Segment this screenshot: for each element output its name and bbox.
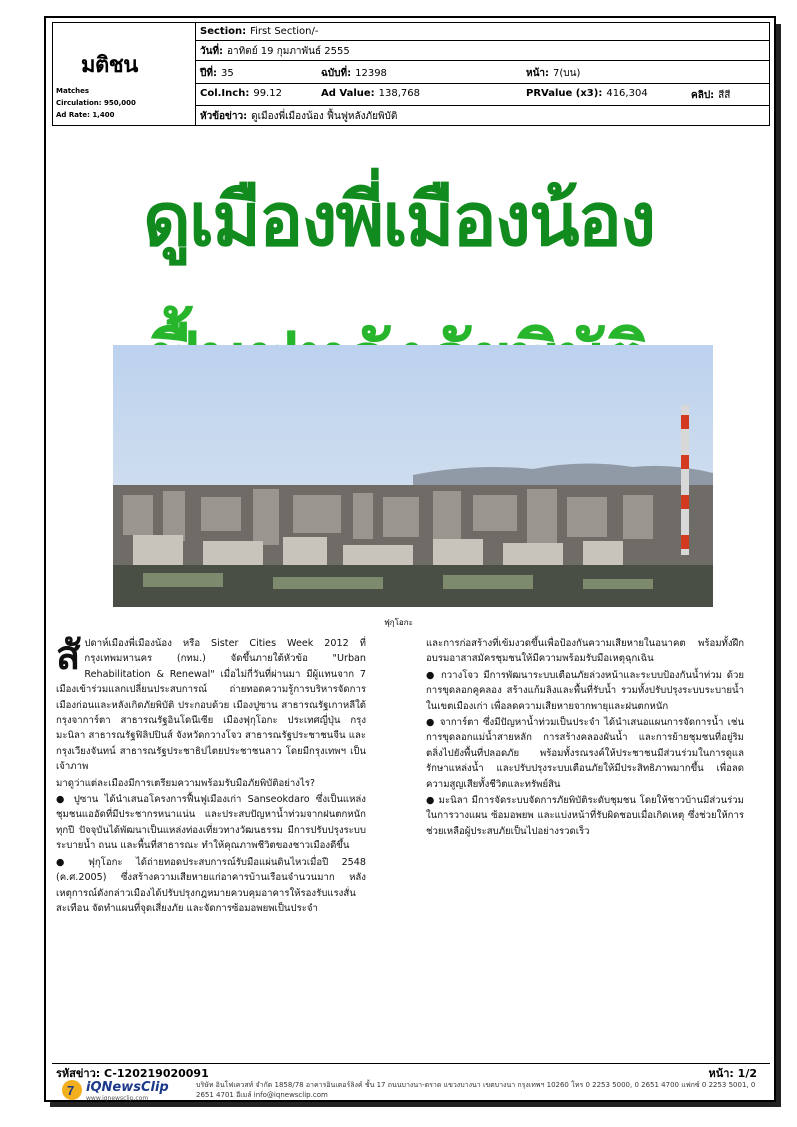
logo-wordmark: iQNewsClip: [86, 1080, 169, 1095]
publication-name: มติชน: [81, 53, 138, 78]
article-column-right: [426, 636, 744, 840]
clip-field: คลิป: สีสี: [691, 90, 731, 101]
article-paragraph: และการก่อสร้างที่เข้มงวดขึ้นเพื่อป้องกันความเสียหายในอนาคต พร้อมทั้งฝึกอบรมอาสาสมัครชุมชนให้มีความพร้อมรับมือเหตุฉุกเฉิน: [426, 638, 744, 665]
article-paragraph: ● จาการ์ตา ซึ่งมีปัญหาน้ำท่วมเป็นประจำ ได้นำเสนอแผนการจัดการน้ำ เช่น การขุดลอกแม่น้ำสายหลัก การสร้างคลองผันน้ำ และการย้ายชุมชนที่อยู่ริมตลิ่งไปยังพื้นที่ปลอดภัย พร้อมทั้งรณรงค์ให้ประชาชนมีส่วนร่วมในการดูแลรักษาแหล่งน้ำ และปรับปรุงระบบเตือนภัยให้มีประสิทธิภาพมากขึ้น เพื่อลดความสูญเสียทั้งชีวิตและทรัพย์สิน: [426, 717, 744, 790]
headline-field: หัวข้อข่าว: ดูเมืองพี่เมืองน้อง ฟื้นฟูหลังภัยพิบัติ: [200, 111, 398, 122]
matches-label: Matches: [56, 87, 90, 95]
logo-url: www.iqnewsclip.com: [86, 1095, 149, 1102]
headline-line-1: ดูเมืองพี่เมืองน้อง: [142, 177, 655, 263]
article-paragraph: มาดูว่าแต่ละเมืองมีการเตรียมความพร้อมรับมือภัยพิบัติอย่างไร?: [56, 777, 316, 789]
publication-box: [53, 23, 196, 125]
page-shadow-bottom: [50, 1102, 781, 1107]
article-paragraph: ● ปูซาน ได้นำเสนอโครงการฟื้นฟูเมืองเก่า Sanseokdaro ซึ่งเป็นแหล่งชุมชนแออัดที่มีประชากรหนาแน่น และประสบปัญหาน้ำท่วมจากฝนตกหนักทุกปี ปัจจุบันได้พัฒนาเป็นแหล่งท่องเที่ยวทางวัฒนธรรม มีการปรับปรุงระบบระบายน้ำ ถนน และพื้นที่สาธารณะ ทำให้คุณภาพชีวิตของชาวเมืองดีขึ้น: [56, 794, 366, 852]
city-photo: [113, 345, 713, 607]
page-field: หน้า: 7(บน): [526, 68, 581, 79]
photo-caption: ฟุกุโอกะ: [384, 618, 413, 627]
advalue-field: Ad Value: 138,768: [321, 88, 421, 99]
year-field: ปีที่: 35: [200, 68, 234, 79]
meta-row-headline: [196, 105, 769, 125]
section-field: Section: First Section/-: [200, 26, 319, 37]
article-paragraph: ● กวางโจว มีการพัฒนาระบบเตือนภัยล่วงหน้าและระบบป้องกันน้ำท่วม ด้วยการขุดลอกคูคลอง สร้างแก้มลิงและพื้นที่รับน้ำ รวมทั้งปรับปรุงระบบระบายน้ำในเขตเมืองเก่า เพื่อลดความเสียหายจากพายุและฝนตกหนัก: [426, 669, 744, 712]
metadata-grid: [196, 23, 769, 125]
article-paragraph: สัปดาห์เมืองพี่เมืองน้อง หรือ Sister Cities Week 2012 ที่กรุงเทพมหานคร (กทม.) จัดขึ้นภายใต้หัวข้อ "Urban Rehabilitation & Renewal" เมื่อไม่กี่วันที่ผ่านมา มีผู้แทนจาก 7 เมืองเข้าร่วมแลกเปลี่ยนประสบการณ์ ถ่ายทอดความรู้การบริหารจัดการเมืองก่อนและหลังเกิดภัยพิบัติ ประกอบด้วย เมืองปูซาน สาธารณรัฐเกาหลีใต้ กรุงจาการ์ตา สาธารณรัฐอินโดนีเซีย เมืองฟุกุโอกะ ประเทศญี่ปุ่น กรุงมะนิลา สาธารณรัฐฟิลิปปินส์ จังหวัดกวางโจว สาธารณรัฐประชาชนจีน และกรุงเวียงจันทน์ สาธารณรัฐประชาธิปไตยประชาชนลาว โดยมีกรุงเทพฯ เป็นเจ้าภาพ: [56, 633, 366, 773]
article-column-left: [56, 633, 366, 917]
prvalue-field: PRValue (x3): 416,304: [526, 88, 648, 99]
circulation: Circulation: 950,000: [56, 99, 136, 107]
company-address: บริษัท อินโฟเควสท์ จำกัด 1858/78 อาคารอินเตอร์ลิงค์ ชั้น 17 ถนนบางนา-ตราด แขวงบางนา เขตบางนา กรุงเทพฯ 10260 โทร 0 2253 5000, 0 2651 4700 แฟกซ์ 0 2253 5001, 0 2651 4701 อีเมล์ info@iqnewsclip.com: [196, 1081, 756, 1099]
meta-row-issue: [196, 60, 769, 84]
ad-rate: Ad Rate: 1,400: [56, 111, 115, 119]
meta-row-date: [196, 40, 769, 61]
article-paragraph: ● ฟุกุโอกะ ได้ถ่ายทอดประสบการณ์รับมือแผ่นดินไหวเมื่อปี 2548 (ค.ศ.2005) ซึ่งสร้างความเสียหายแก่อาคารบ้านเรือนจำนวนมาก หลังเหตุการณ์ดังกล่าวเมืองได้ปรับปรุงกฎหมายควบคุมอาคารให้รองรับแรงสั่นสะเทือน จัดทำแผนที่จุดเสี่ยงภัย และจัดการซ้อมอพยพเป็นประจำ: [56, 856, 366, 914]
colinch-field: Col.Inch: 99.12: [200, 88, 282, 99]
meta-row-values: [196, 83, 769, 106]
article-paragraph: ● มะนิลา มีการจัดระบบจัดการภัยพิบัติระดับชุมชน โดยให้ชาวบ้านมีส่วนร่วมในการวางแผน ซ้อมอพยพ และแบ่งหน้าที่รับผิดชอบเมื่อเกิดเหตุ ซึ่งช่วยให้การช่วยเหลือผู้ประสบภัยเป็นไปอย่างรวดเร็ว: [426, 795, 744, 837]
page-number: หน้า: 1/2: [708, 1067, 757, 1080]
issue-field: ฉบับที่: 12398: [321, 68, 387, 79]
meta-row-section: [196, 23, 769, 41]
clip-header: [52, 22, 770, 126]
news-code: รหัสข่าว: C-120219020091: [56, 1067, 209, 1080]
drop-cap: สั: [56, 633, 81, 679]
svg-text:7: 7: [67, 1083, 75, 1098]
date-field: วันที่: อาทิตย์ 19 กุมภาพันธ์ 2555: [200, 46, 350, 57]
